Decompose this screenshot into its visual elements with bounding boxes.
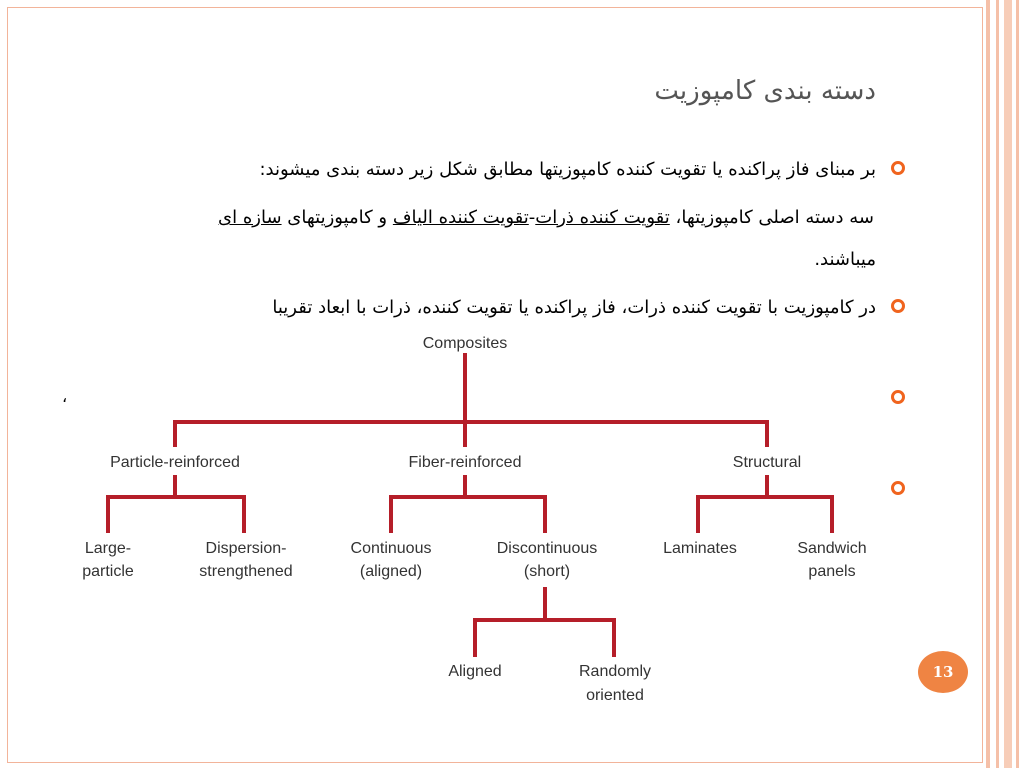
underlined-term: سازه ای <box>218 207 282 228</box>
node-fiber-reinforced: Fiber-reinforced <box>408 454 522 471</box>
text-run: سه دسته اصلی کامپوزیتها، <box>669 207 874 228</box>
node-randomly-oriented: oriented <box>586 687 644 704</box>
node-laminates: Laminates <box>663 540 737 557</box>
slide-title: دسته بندی کامپوزیت <box>654 76 876 106</box>
node-discontinuous: (short) <box>523 563 571 580</box>
node-aligned: Aligned <box>448 663 502 680</box>
node-continuous: Continuous <box>350 540 432 557</box>
stray-mark: ، <box>62 387 68 406</box>
node-discontinuous: Discontinuous <box>496 540 598 557</box>
node-dispersion-strengthened: strengthened <box>199 563 293 580</box>
node-large-particle: particle <box>82 563 134 580</box>
underlined-term: تقویت کننده ذرات <box>535 207 670 228</box>
node-structural: Structural <box>732 454 802 471</box>
node-randomly-oriented: Randomly <box>578 663 652 680</box>
text-run: - <box>528 207 536 228</box>
bullet-text-2-cont: میباشند. <box>814 249 876 270</box>
node-continuous: (aligned) <box>359 563 423 580</box>
node-large-particle: Large- <box>84 540 132 557</box>
node-sandwich-panels: Sandwich <box>797 540 867 557</box>
text-run: و کامپوزیتهای <box>281 207 393 228</box>
node-dispersion-strengthened: Dispersion- <box>205 540 287 557</box>
node-composites: Composites <box>422 335 508 352</box>
underlined-term: تقویت کننده الیاف <box>392 207 529 228</box>
node-sandwich-panels: panels <box>808 563 856 580</box>
bullet-text-1: بر مبنای فاز پراکنده یا تقویت کننده کامپوزیتها مطابق شکل زیر دسته بندی میشوند: <box>259 159 876 180</box>
tree-connectors <box>108 353 832 657</box>
page-number-badge: 13 <box>918 651 968 693</box>
bullet-text-3: در کامپوزیت با تقویت کننده ذرات، فاز پراکنده یا تقویت کننده، ذرات با ابعاد تقریبا <box>272 297 876 318</box>
node-particle-reinforced: Particle-reinforced <box>110 454 240 471</box>
